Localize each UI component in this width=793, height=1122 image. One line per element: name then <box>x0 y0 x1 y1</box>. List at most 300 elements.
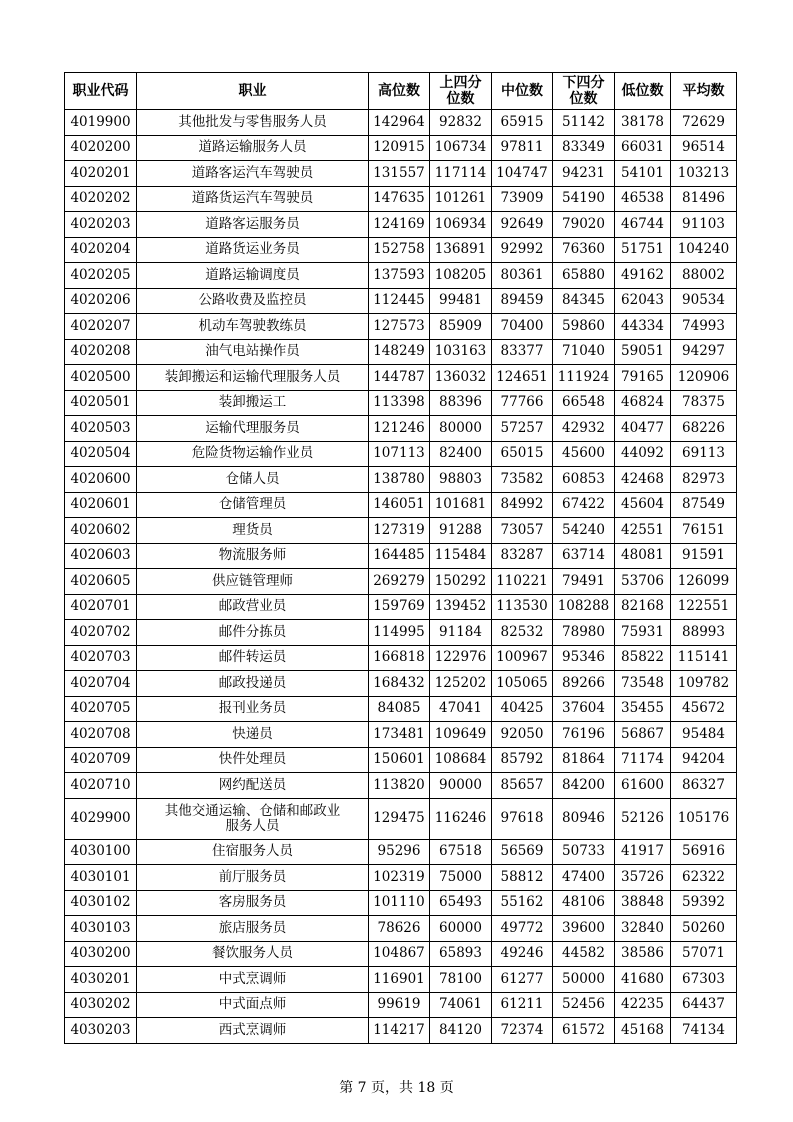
cell-upper-quartile: 136891 <box>430 237 492 263</box>
cell-median: 97811 <box>492 135 553 161</box>
cell-median: 83287 <box>492 543 553 569</box>
cell-upper-quartile: 47041 <box>430 696 492 722</box>
cell-upper-quartile: 80000 <box>430 416 492 442</box>
cell-lower-quartile: 63714 <box>553 543 615 569</box>
cell-high: 147635 <box>369 186 430 212</box>
cell-lower-quartile: 66548 <box>553 390 615 416</box>
table-row <box>65 916 737 942</box>
cell-average: 67303 <box>671 967 737 993</box>
cell-lower-quartile: 54190 <box>553 186 615 212</box>
cell-occupation: 邮件分拣员 <box>137 620 369 646</box>
cell-low: 44092 <box>615 441 671 467</box>
cell-code: 4020203 <box>65 212 137 238</box>
table-row <box>65 161 737 187</box>
table-row <box>65 890 737 916</box>
cell-occupation: 公路收费及监控员 <box>137 288 369 314</box>
cell-code: 4020701 <box>65 594 137 620</box>
cell-average: 88993 <box>671 620 737 646</box>
cell-lower-quartile: 94231 <box>553 161 615 187</box>
cell-upper-quartile: 109649 <box>430 722 492 748</box>
cell-occupation: 前厅服务员 <box>137 865 369 891</box>
cell-lower-quartile: 39600 <box>553 916 615 942</box>
cell-upper-quartile: 98803 <box>430 467 492 493</box>
cell-code: 4020709 <box>65 747 137 773</box>
cell-low: 52126 <box>615 798 671 839</box>
table-row <box>65 967 737 993</box>
cell-average: 86327 <box>671 773 737 799</box>
table-row <box>65 1018 737 1044</box>
cell-lower-quartile: 78980 <box>553 620 615 646</box>
header-lower-quartile: 下四分 位数 <box>553 73 615 110</box>
cell-upper-quartile: 103163 <box>430 339 492 365</box>
cell-lower-quartile: 42932 <box>553 416 615 442</box>
cell-low: 66031 <box>615 135 671 161</box>
cell-occupation: 中式烹调师 <box>137 967 369 993</box>
cell-low: 44334 <box>615 314 671 340</box>
cell-upper-quartile: 101681 <box>430 492 492 518</box>
table-row <box>65 135 737 161</box>
cell-low: 85822 <box>615 645 671 671</box>
table-row <box>65 671 737 697</box>
cell-lower-quartile: 60853 <box>553 467 615 493</box>
cell-median: 92649 <box>492 212 553 238</box>
cell-average: 94297 <box>671 339 737 365</box>
cell-code: 4020708 <box>65 722 137 748</box>
cell-low: 79165 <box>615 365 671 391</box>
cell-lower-quartile: 76196 <box>553 722 615 748</box>
cell-average: 126099 <box>671 569 737 595</box>
cell-high: 137593 <box>369 263 430 289</box>
cell-high: 112445 <box>369 288 430 314</box>
cell-code: 4020200 <box>65 135 137 161</box>
cell-lower-quartile: 52456 <box>553 992 615 1018</box>
cell-high: 152758 <box>369 237 430 263</box>
cell-upper-quartile: 108684 <box>430 747 492 773</box>
cell-high: 269279 <box>369 569 430 595</box>
table-row <box>65 492 737 518</box>
cell-high: 113398 <box>369 390 430 416</box>
cell-code: 4020201 <box>65 161 137 187</box>
cell-code: 4020602 <box>65 518 137 544</box>
cell-high: 127319 <box>369 518 430 544</box>
cell-code: 4019900 <box>65 110 137 136</box>
cell-average: 96514 <box>671 135 737 161</box>
cell-high: 121246 <box>369 416 430 442</box>
cell-low: 54101 <box>615 161 671 187</box>
cell-code: 4020601 <box>65 492 137 518</box>
cell-occupation: 西式烹调师 <box>137 1018 369 1044</box>
cell-median: 40425 <box>492 696 553 722</box>
cell-high: 166818 <box>369 645 430 671</box>
cell-code: 4020705 <box>65 696 137 722</box>
table-row <box>65 467 737 493</box>
cell-upper-quartile: 150292 <box>430 569 492 595</box>
cell-high: 95296 <box>369 839 430 865</box>
cell-average: 68226 <box>671 416 737 442</box>
cell-code: 4030103 <box>65 916 137 942</box>
cell-occupation: 道路货运业务员 <box>137 237 369 263</box>
cell-low: 61600 <box>615 773 671 799</box>
cell-low: 35726 <box>615 865 671 891</box>
cell-code: 4029900 <box>65 798 137 839</box>
cell-average: 62322 <box>671 865 737 891</box>
cell-low: 35455 <box>615 696 671 722</box>
cell-high: 104867 <box>369 941 430 967</box>
cell-lower-quartile: 95346 <box>553 645 615 671</box>
cell-lower-quartile: 61572 <box>553 1018 615 1044</box>
cell-median: 85792 <box>492 747 553 773</box>
cell-low: 42551 <box>615 518 671 544</box>
table-row <box>65 186 737 212</box>
cell-low: 46824 <box>615 390 671 416</box>
cell-median: 85657 <box>492 773 553 799</box>
cell-median: 92992 <box>492 237 553 263</box>
cell-lower-quartile: 50733 <box>553 839 615 865</box>
cell-average: 81496 <box>671 186 737 212</box>
cell-upper-quartile: 106734 <box>430 135 492 161</box>
cell-average: 64437 <box>671 992 737 1018</box>
cell-code: 4020208 <box>65 339 137 365</box>
cell-code: 4020702 <box>65 620 137 646</box>
cell-median: 49246 <box>492 941 553 967</box>
cell-average: 122551 <box>671 594 737 620</box>
table-row <box>65 798 737 839</box>
cell-occupation: 其他批发与零售服务人员 <box>137 110 369 136</box>
cell-average: 90534 <box>671 288 737 314</box>
table-row <box>65 416 737 442</box>
cell-occupation: 快件处理员 <box>137 747 369 773</box>
cell-high: 142964 <box>369 110 430 136</box>
cell-median: 82532 <box>492 620 553 646</box>
table-row <box>65 620 737 646</box>
cell-lower-quartile: 48106 <box>553 890 615 916</box>
cell-low: 71174 <box>615 747 671 773</box>
cell-occupation: 道路运输调度员 <box>137 263 369 289</box>
cell-low: 38586 <box>615 941 671 967</box>
header-high: 高位数 <box>369 73 430 110</box>
cell-occupation: 供应链管理师 <box>137 569 369 595</box>
cell-low: 56867 <box>615 722 671 748</box>
cell-lower-quartile: 71040 <box>553 339 615 365</box>
cell-low: 40477 <box>615 416 671 442</box>
table-row <box>65 441 737 467</box>
cell-average: 105176 <box>671 798 737 839</box>
header-code: 职业代码 <box>65 73 137 110</box>
cell-average: 87549 <box>671 492 737 518</box>
cell-upper-quartile: 136032 <box>430 365 492 391</box>
cell-lower-quartile: 79020 <box>553 212 615 238</box>
table-row <box>65 747 737 773</box>
cell-lower-quartile: 83349 <box>553 135 615 161</box>
cell-lower-quartile: 45600 <box>553 441 615 467</box>
cell-median: 57257 <box>492 416 553 442</box>
cell-low: 73548 <box>615 671 671 697</box>
cell-average: 104240 <box>671 237 737 263</box>
cell-upper-quartile: 115484 <box>430 543 492 569</box>
cell-average: 45672 <box>671 696 737 722</box>
cell-occupation: 网约配送员 <box>137 773 369 799</box>
cell-upper-quartile: 90000 <box>430 773 492 799</box>
table-row <box>65 865 737 891</box>
cell-median: 89459 <box>492 288 553 314</box>
cell-median: 84992 <box>492 492 553 518</box>
cell-average: 59392 <box>671 890 737 916</box>
cell-high: 127573 <box>369 314 430 340</box>
cell-average: 82973 <box>671 467 737 493</box>
cell-lower-quartile: 51142 <box>553 110 615 136</box>
cell-high: 116901 <box>369 967 430 993</box>
cell-low: 62043 <box>615 288 671 314</box>
cell-code: 4020605 <box>65 569 137 595</box>
cell-average: 50260 <box>671 916 737 942</box>
cell-high: 144787 <box>369 365 430 391</box>
cell-upper-quartile: 125202 <box>430 671 492 697</box>
cell-occupation: 住宿服务人员 <box>137 839 369 865</box>
cell-code: 4020704 <box>65 671 137 697</box>
cell-upper-quartile: 78100 <box>430 967 492 993</box>
cell-median: 73057 <box>492 518 553 544</box>
cell-upper-quartile: 91288 <box>430 518 492 544</box>
cell-average: 69113 <box>671 441 737 467</box>
cell-occupation: 装卸搬运和运输代理服务人员 <box>137 365 369 391</box>
cell-average: 76151 <box>671 518 737 544</box>
cell-high: 138780 <box>369 467 430 493</box>
cell-upper-quartile: 139452 <box>430 594 492 620</box>
cell-average: 115141 <box>671 645 737 671</box>
cell-median: 65915 <box>492 110 553 136</box>
cell-lower-quartile: 50000 <box>553 967 615 993</box>
cell-upper-quartile: 88396 <box>430 390 492 416</box>
cell-upper-quartile: 65493 <box>430 890 492 916</box>
cell-high: 159769 <box>369 594 430 620</box>
cell-low: 48081 <box>615 543 671 569</box>
cell-median: 83377 <box>492 339 553 365</box>
cell-median: 92050 <box>492 722 553 748</box>
cell-median: 124651 <box>492 365 553 391</box>
cell-occupation: 仓储管理员 <box>137 492 369 518</box>
table-row <box>65 992 737 1018</box>
table-row <box>65 288 737 314</box>
cell-occupation: 快递员 <box>137 722 369 748</box>
header-upper-quartile: 上四分 位数 <box>430 73 492 110</box>
cell-low: 38848 <box>615 890 671 916</box>
cell-upper-quartile: 91184 <box>430 620 492 646</box>
cell-lower-quartile: 59860 <box>553 314 615 340</box>
page-footer: 第 7 页，共 18 页 <box>339 1080 454 1096</box>
cell-high: 114995 <box>369 620 430 646</box>
cell-occupation: 其他交通运输、仓储和邮政业 服务人员 <box>137 798 369 839</box>
cell-occupation: 中式面点师 <box>137 992 369 1018</box>
cell-occupation: 道路货运汽车驾驶员 <box>137 186 369 212</box>
cell-low: 51751 <box>615 237 671 263</box>
cell-lower-quartile: 111924 <box>553 365 615 391</box>
cell-average: 95484 <box>671 722 737 748</box>
cell-code: 4030100 <box>65 839 137 865</box>
cell-code: 4030203 <box>65 1018 137 1044</box>
cell-low: 46538 <box>615 186 671 212</box>
cell-low: 82168 <box>615 594 671 620</box>
cell-upper-quartile: 99481 <box>430 288 492 314</box>
cell-occupation: 道路运输服务人员 <box>137 135 369 161</box>
cell-lower-quartile: 37604 <box>553 696 615 722</box>
cell-lower-quartile: 67422 <box>553 492 615 518</box>
cell-lower-quartile: 44582 <box>553 941 615 967</box>
cell-upper-quartile: 108205 <box>430 263 492 289</box>
cell-median: 56569 <box>492 839 553 865</box>
cell-occupation: 邮件转运员 <box>137 645 369 671</box>
table-row <box>65 543 737 569</box>
cell-upper-quartile: 85909 <box>430 314 492 340</box>
table-row <box>65 390 737 416</box>
cell-lower-quartile: 65880 <box>553 263 615 289</box>
cell-high: 173481 <box>369 722 430 748</box>
cell-lower-quartile: 76360 <box>553 237 615 263</box>
cell-code: 4030201 <box>65 967 137 993</box>
cell-median: 61277 <box>492 967 553 993</box>
cell-median: 77766 <box>492 390 553 416</box>
table-row <box>65 839 737 865</box>
header-average: 平均数 <box>671 73 737 110</box>
cell-median: 58812 <box>492 865 553 891</box>
cell-median: 105065 <box>492 671 553 697</box>
cell-occupation: 危险货物运输作业员 <box>137 441 369 467</box>
cell-code: 4020500 <box>65 365 137 391</box>
table-row <box>65 237 737 263</box>
cell-average: 91103 <box>671 212 737 238</box>
cell-high: 146051 <box>369 492 430 518</box>
cell-high: 148249 <box>369 339 430 365</box>
cell-low: 42468 <box>615 467 671 493</box>
header-row <box>65 73 737 110</box>
cell-median: 72374 <box>492 1018 553 1044</box>
cell-occupation: 装卸搬运工 <box>137 390 369 416</box>
cell-code: 4020503 <box>65 416 137 442</box>
cell-code: 4020703 <box>65 645 137 671</box>
cell-average: 74134 <box>671 1018 737 1044</box>
cell-upper-quartile: 122976 <box>430 645 492 671</box>
cell-occupation: 机动车驾驶教练员 <box>137 314 369 340</box>
cell-median: 110221 <box>492 569 553 595</box>
cell-high: 114217 <box>369 1018 430 1044</box>
cell-average: 57071 <box>671 941 737 967</box>
cell-code: 4020504 <box>65 441 137 467</box>
cell-high: 164485 <box>369 543 430 569</box>
cell-median: 73909 <box>492 186 553 212</box>
table-row <box>65 773 737 799</box>
table-row <box>65 263 737 289</box>
cell-high: 102319 <box>369 865 430 891</box>
cell-occupation: 邮政投递员 <box>137 671 369 697</box>
cell-average: 109782 <box>671 671 737 697</box>
cell-upper-quartile: 116246 <box>430 798 492 839</box>
cell-occupation: 道路客运汽车驾驶员 <box>137 161 369 187</box>
cell-median: 80361 <box>492 263 553 289</box>
cell-average: 94204 <box>671 747 737 773</box>
table-row <box>65 314 737 340</box>
cell-upper-quartile: 101261 <box>430 186 492 212</box>
cell-upper-quartile: 60000 <box>430 916 492 942</box>
table-row <box>65 110 737 136</box>
cell-average: 120906 <box>671 365 737 391</box>
cell-low: 41680 <box>615 967 671 993</box>
cell-high: 124169 <box>369 212 430 238</box>
cell-lower-quartile: 47400 <box>553 865 615 891</box>
cell-high: 129475 <box>369 798 430 839</box>
cell-upper-quartile: 117114 <box>430 161 492 187</box>
cell-upper-quartile: 65893 <box>430 941 492 967</box>
cell-median: 100967 <box>492 645 553 671</box>
cell-average: 72629 <box>671 110 737 136</box>
cell-high: 150601 <box>369 747 430 773</box>
cell-low: 42235 <box>615 992 671 1018</box>
cell-upper-quartile: 106934 <box>430 212 492 238</box>
cell-upper-quartile: 84120 <box>430 1018 492 1044</box>
cell-occupation: 道路客运服务员 <box>137 212 369 238</box>
cell-low: 49162 <box>615 263 671 289</box>
cell-average: 74993 <box>671 314 737 340</box>
cell-upper-quartile: 67518 <box>430 839 492 865</box>
table-row <box>65 594 737 620</box>
cell-upper-quartile: 75000 <box>430 865 492 891</box>
cell-low: 46744 <box>615 212 671 238</box>
table-body <box>65 110 737 1044</box>
cell-low: 45168 <box>615 1018 671 1044</box>
cell-median: 49772 <box>492 916 553 942</box>
header-median: 中位数 <box>492 73 553 110</box>
cell-occupation: 邮政营业员 <box>137 594 369 620</box>
cell-high: 101110 <box>369 890 430 916</box>
cell-code: 4030202 <box>65 992 137 1018</box>
cell-code: 4020202 <box>65 186 137 212</box>
table-row <box>65 212 737 238</box>
cell-lower-quartile: 108288 <box>553 594 615 620</box>
cell-lower-quartile: 79491 <box>553 569 615 595</box>
cell-low: 32840 <box>615 916 671 942</box>
cell-occupation: 仓储人员 <box>137 467 369 493</box>
cell-average: 56916 <box>671 839 737 865</box>
cell-high: 120915 <box>369 135 430 161</box>
cell-high: 78626 <box>369 916 430 942</box>
cell-average: 78375 <box>671 390 737 416</box>
cell-median: 97618 <box>492 798 553 839</box>
cell-median: 113530 <box>492 594 553 620</box>
cell-occupation: 旅店服务员 <box>137 916 369 942</box>
cell-high: 131557 <box>369 161 430 187</box>
cell-code: 4020206 <box>65 288 137 314</box>
cell-code: 4020501 <box>65 390 137 416</box>
table-row <box>65 941 737 967</box>
cell-low: 75931 <box>615 620 671 646</box>
cell-low: 41917 <box>615 839 671 865</box>
cell-code: 4020207 <box>65 314 137 340</box>
table-row <box>65 722 737 748</box>
cell-average: 103213 <box>671 161 737 187</box>
cell-occupation: 油气电站操作员 <box>137 339 369 365</box>
cell-occupation: 餐饮服务人员 <box>137 941 369 967</box>
cell-occupation: 客房服务员 <box>137 890 369 916</box>
cell-lower-quartile: 54240 <box>553 518 615 544</box>
table-row <box>65 339 737 365</box>
cell-low: 59051 <box>615 339 671 365</box>
cell-occupation: 运输代理服务员 <box>137 416 369 442</box>
cell-lower-quartile: 84200 <box>553 773 615 799</box>
cell-lower-quartile: 81864 <box>553 747 615 773</box>
cell-code: 4030200 <box>65 941 137 967</box>
salary-table <box>64 72 737 1044</box>
cell-high: 113820 <box>369 773 430 799</box>
cell-code: 4020204 <box>65 237 137 263</box>
cell-occupation: 理货员 <box>137 518 369 544</box>
